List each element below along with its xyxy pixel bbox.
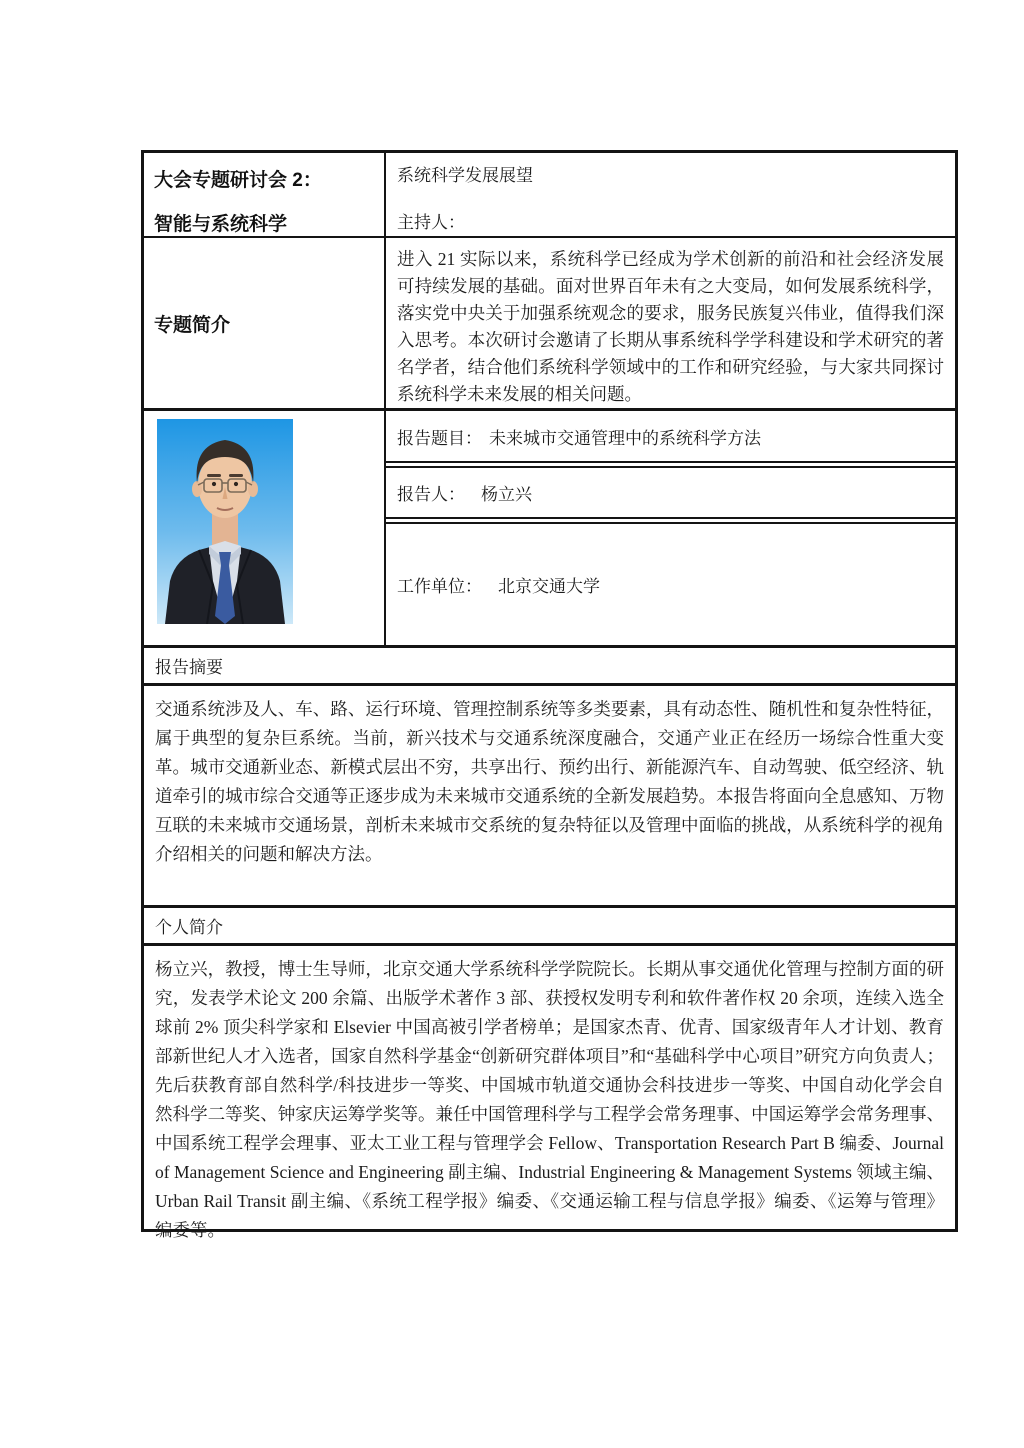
bio-text-row [144,946,955,1240]
intro-label-cell [144,238,386,408]
intro-row [144,238,955,411]
report-row [144,411,955,648]
report-speaker-cell [386,466,955,519]
report-title-value: 未来城市交通管理中的系统科学方法 [489,428,761,448]
speaker-photo-cell [144,411,386,645]
abstract-label: 报告摘要 [155,658,223,677]
bio-text: 杨立兴，教授，博士生导师，北京交通大学系统科学学院院长。长期从事交通优化管理与控制方面的研究，发表学术论文 200 余篇、出版学术著作 3 部、获授权发明专利和软件著作权 20 余项，连续入选全球前 2% 顶尖科学家和 Elsevier 中国高被引学者榜单；是国家杰青、优青、国家级青年人才计划、教育部新世纪人才入选者，国家自然科学基金“创新研究群体项目”和“基础科学中心项目”研究方向负责人；先后获教育部自然科学/科技进步一等奖、中国城市轨道交通协会科技进步一等奖、中国自动化学会自然科学二等奖、钟家庆运筹学奖等。兼任中国管理科学与工程学会常务理事、中国运筹学会常务理事、中国系统工程学会理事、亚太工业工程与管理学会 Fellow、Transportation Research Part B 编委、Journal of Management Science and Engineering 副主编、Industrial Engineering & Management Systems 领域主编、Urban Rail Transit 副主编、《系统工程学报》编委、《交通运输工程与信息学报》编委、《运筹与管理》编委等。 [155,959,944,1240]
report-title-cell [386,411,955,463]
session-table [141,150,958,1240]
session-header-row [144,153,955,238]
session-title-line1: 大会专题研讨会 2： [154,170,322,191]
speaker-photo [157,419,293,624]
session-topic-cell [386,153,955,236]
report-speaker-label: 报告人： [397,485,465,504]
session-title-line2: 智能与系统科学 [154,214,288,235]
report-affiliation-cell [386,522,955,645]
session-topic: 系统科学发展展望 [397,166,533,185]
abstract-label-row [144,648,955,686]
session-host-label: 主持人： [397,213,465,232]
intro-label: 专题简介 [154,314,231,336]
abstract-text-row [144,686,955,908]
abstract-text: 交通系统涉及人、车、路、运行环境、管理控制系统等多类要素，具有动态性、随机性和复杂性特征，属于典型的复杂巨系统。当前，新兴技术与交通系统深度融合，交通产业正在经历一场综合性重大变革。城市交通新业态、新模式层出不穷，共享出行、预约出行、新能源汽车、自动驾驶、低空经济、轨道牵引的城市综合交通等正逐步成为未来城市交通系统的全新发展趋势。本报告将面向全息感知、万物互联的未来城市交通场景，剖析未来城市交系统的复杂特征以及管理中面临的挑战，从系统科学的视角介绍相关的问题和解决方法。 [155,699,944,864]
bio-label-row [144,908,955,946]
report-affiliation-value: 北京交通大学 [498,577,600,596]
report-title-label: 报告题目： [397,428,482,448]
intro-text: 进入 21 实际以来，系统科学已经成为学术创新的前沿和社会经济发展可持续发展的基础。面对世界百年未有之大变局，如何发展系统科学，落实党中央关于加强系统观念的要求，服务民族复兴伟业，值得我们深入思考。本次研讨会邀请了长期从事系统科学学科建设和学术研究的著名学者，结合他们系统科学领域中的工作和研究经验，与大家共同探讨系统科学未来发展的相关问题。 [397,249,944,404]
report-info-column [386,411,955,645]
intro-text-cell [386,238,955,408]
report-speaker-value: 杨立兴 [481,485,532,504]
bio-label: 个人简介 [155,918,223,937]
session-title-cell [144,153,386,236]
report-affiliation-label: 工作单位： [397,577,482,596]
portrait-photo-icon [157,419,293,624]
